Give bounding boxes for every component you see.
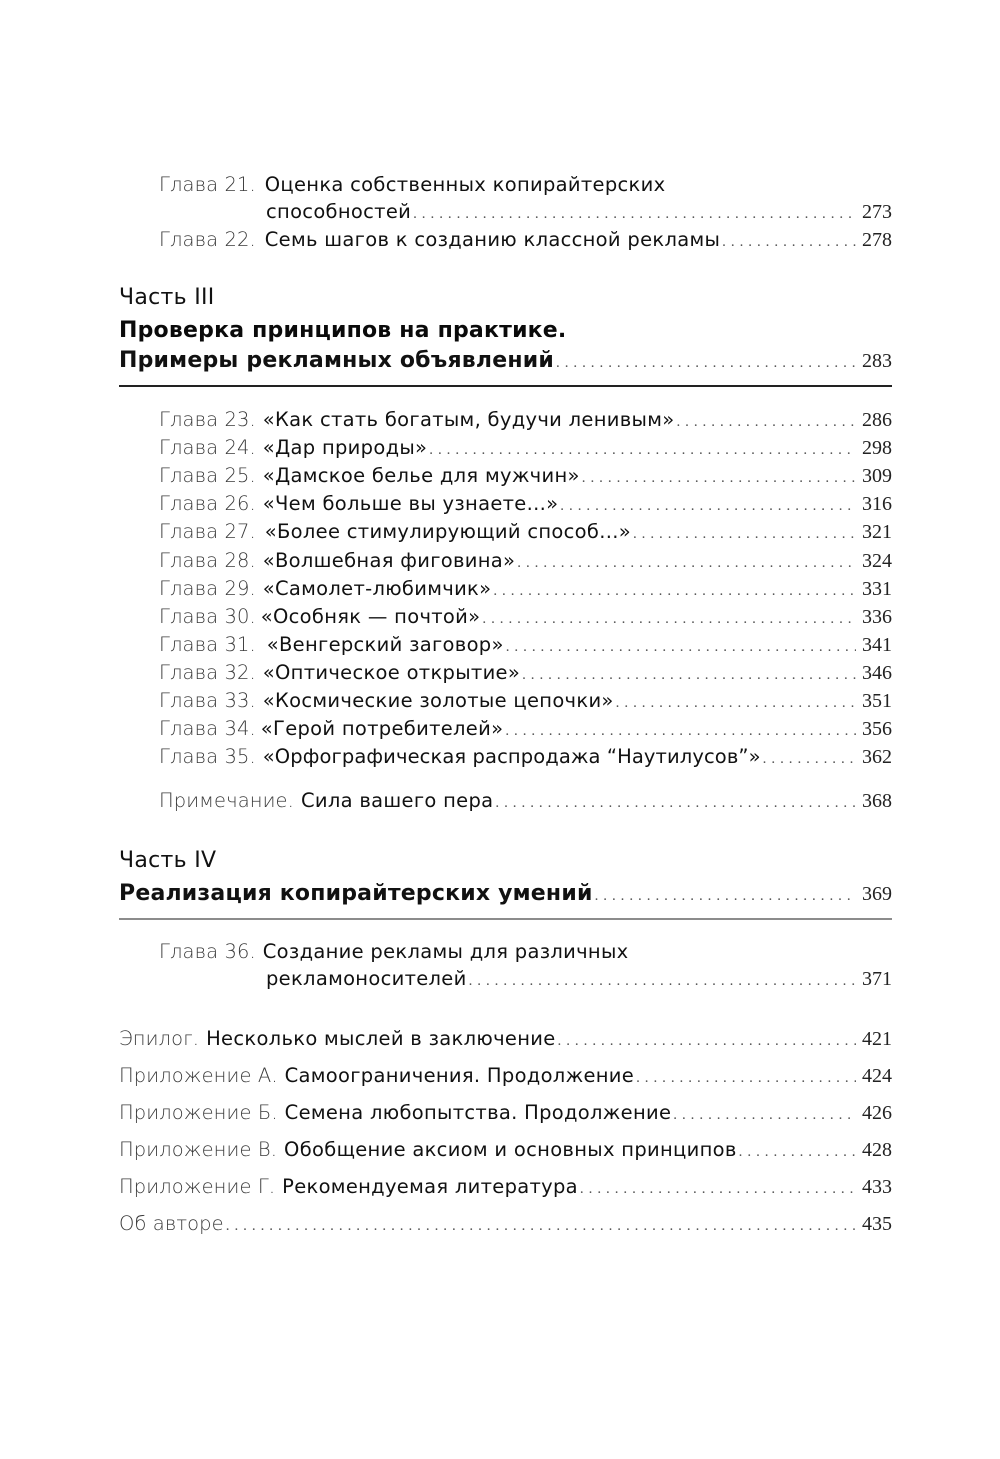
toc-entry-chapter-24[interactable] (159, 434, 892, 464)
page-number: 371 (862, 968, 892, 990)
entry-title: Рекомендуемая литература (282, 1175, 578, 1198)
dot-leader (522, 661, 856, 689)
chapter-label: Глава 31. (159, 633, 256, 656)
dot-leader (505, 717, 856, 745)
chapter-title: «Дар природы» (262, 436, 428, 459)
toc-entry-chapter-26[interactable] (159, 490, 892, 520)
chapter-label: Глава 24. (159, 436, 256, 459)
entry-label: Эпилог. (119, 1027, 200, 1050)
chapter-label: Глава 25. (159, 464, 256, 487)
page-number: 368 (862, 790, 892, 812)
page-number: 421 (862, 1028, 892, 1050)
dot-leader (226, 1212, 856, 1240)
chapter-title-line1: Создание рекламы для различных (262, 940, 629, 963)
toc-entry-note[interactable] (159, 787, 892, 817)
dot-leader (469, 967, 856, 995)
chapter-title: «Космические золотые цепочки» (262, 689, 614, 712)
chapter-title: «Орфографическая распродажа “Наутилусов”» (262, 745, 761, 768)
page-number: 351 (862, 690, 892, 712)
chapter-title: «Венгерский заговор» (266, 633, 504, 656)
chapter-title: «Самолет-любимчик» (262, 577, 492, 600)
toc-entry-part-4[interactable] (119, 879, 892, 911)
toc-entry-chapter-36[interactable] (159, 938, 629, 966)
toc-entry-appendix-v[interactable] (119, 1136, 892, 1166)
page-number: 309 (862, 465, 892, 487)
dot-leader (582, 464, 856, 492)
page-number: 273 (862, 201, 892, 223)
toc-entry-chapter-23[interactable] (159, 406, 892, 436)
page-number: 346 (862, 662, 892, 684)
toc-entry-chapter-34[interactable] (159, 715, 892, 745)
chapter-title: «Особняк — почтой» (260, 605, 481, 628)
toc-entry-chapter-32[interactable] (159, 659, 892, 689)
dot-leader (413, 200, 856, 228)
part-3-title-line2: Примеры рекламных объявлений (119, 348, 554, 373)
chapter-label: Глава 27. (159, 520, 256, 543)
toc-entry-chapter-25[interactable] (159, 462, 892, 492)
page-number: 435 (862, 1213, 892, 1235)
dot-leader (673, 1101, 856, 1129)
toc-entry-chapter-29[interactable] (159, 575, 892, 605)
toc-entry-part-3[interactable] (119, 346, 892, 378)
dot-leader (558, 1027, 856, 1055)
part-4-label: Часть IV (119, 848, 217, 873)
dot-leader (633, 520, 856, 548)
toc-entry-chapter-35[interactable] (159, 743, 892, 773)
toc-entry-chapter-27[interactable] (159, 518, 892, 548)
page-number: 324 (862, 550, 892, 572)
entry-title: Несколько мыслей в заключение (206, 1027, 556, 1050)
chapter-title-line1: Оценка собственных копирайтерских (264, 173, 666, 196)
toc-entry-appendix-b[interactable] (119, 1099, 892, 1129)
page-number: 341 (862, 634, 892, 656)
chapter-label: Глава 30. (159, 605, 256, 628)
dot-leader (506, 633, 856, 661)
part-4-title: Реализация копирайтерских умений (119, 881, 593, 906)
entry-title: Семена любопытства. Продолжение (284, 1101, 672, 1124)
page-number: 362 (862, 746, 892, 768)
chapter-label: Глава 29. (159, 577, 256, 600)
dot-leader (482, 605, 856, 633)
dot-leader (616, 689, 856, 717)
dot-leader (595, 881, 856, 911)
entry-title: Обобщение аксиом и основных принципов (284, 1138, 737, 1161)
dot-leader (495, 789, 856, 817)
chapter-title-line2: способностей (266, 200, 412, 223)
chapter-label: Глава 23. (159, 408, 256, 431)
toc-entry-chapter-22[interactable] (159, 226, 892, 256)
chapter-label: Глава 32. (159, 661, 256, 684)
toc-entry-chapter-36-cont[interactable] (266, 965, 892, 995)
dot-leader (517, 549, 856, 577)
toc-entry-chapter-21-cont[interactable] (266, 198, 892, 228)
page-number: 321 (862, 521, 892, 543)
page-number: 316 (862, 493, 892, 515)
chapter-label: Глава 33. (159, 689, 256, 712)
chapter-title: «Более стимулирующий способ...» (264, 520, 631, 543)
dot-leader (580, 1175, 856, 1203)
entry-title: Самоограничения. Продолжение (284, 1064, 635, 1087)
chapter-title: «Оптическое открытие» (262, 661, 521, 684)
chapter-title: «Волшебная фиговина» (262, 549, 516, 572)
entry-label: Приложение В. (119, 1138, 278, 1161)
note-label: Примечание. (159, 789, 294, 812)
toc-entry-chapter-33[interactable] (159, 687, 892, 717)
chapter-title: Семь шагов к созданию классной рекламы (264, 228, 721, 251)
toc-entry-chapter-28[interactable] (159, 547, 892, 577)
chapter-title: «Дамское белье для мужчин» (262, 464, 580, 487)
toc-entry-chapter-30[interactable] (159, 603, 892, 633)
part-3-label: Часть III (119, 285, 215, 310)
page-number: 369 (862, 883, 892, 905)
chapter-label: Глава 28. (159, 549, 256, 572)
page-number: 336 (862, 606, 892, 628)
part-divider (119, 385, 892, 387)
dot-leader (722, 228, 856, 256)
toc-entry-appendix-g[interactable] (119, 1173, 892, 1203)
toc-entry-epilogue[interactable] (119, 1025, 892, 1055)
chapter-title-line2: рекламоносителей (266, 967, 467, 990)
chapter-label: Глава 26. (159, 492, 256, 515)
entry-label: Приложение Б. (119, 1101, 278, 1124)
toc-entry-about-author[interactable] (119, 1210, 892, 1240)
chapter-label: Глава 22. (159, 228, 256, 251)
chapter-title: «Герой потребителей» (260, 717, 504, 740)
page-number: 356 (862, 718, 892, 740)
entry-label: Об авторе (119, 1212, 224, 1235)
entry-label: Приложение Г. (119, 1175, 276, 1198)
dot-leader (429, 436, 856, 464)
page-number: 278 (862, 229, 892, 251)
dot-leader (763, 745, 856, 773)
chapter-title: «Чем больше вы узнаете...» (262, 492, 559, 515)
chapter-title: «Как стать богатым, будучи ленивым» (262, 408, 675, 431)
page-number: 298 (862, 437, 892, 459)
page-number: 283 (862, 350, 892, 372)
note-title: Сила вашего пера (300, 789, 494, 812)
toc-entry-chapter-21[interactable] (159, 171, 665, 199)
toc-entry-chapter-31[interactable] (159, 631, 892, 661)
dot-leader (493, 577, 856, 605)
dot-leader (636, 1064, 856, 1092)
page-number: 424 (862, 1065, 892, 1087)
page-number: 286 (862, 409, 892, 431)
dot-leader (556, 348, 856, 378)
dot-leader (560, 492, 856, 520)
chapter-label: Глава 35. (159, 745, 256, 768)
part-divider (119, 918, 892, 920)
chapter-label: Глава 34. (159, 717, 256, 740)
page-number: 428 (862, 1139, 892, 1161)
toc-entry-appendix-a[interactable] (119, 1062, 892, 1092)
page-number: 426 (862, 1102, 892, 1124)
chapter-label: Глава 21. (159, 173, 256, 196)
part-3-title-line1[interactable]: Проверка принципов на практике. (119, 318, 567, 343)
entry-label: Приложение А. (119, 1064, 278, 1087)
page-number: 433 (862, 1176, 892, 1198)
page-number: 331 (862, 578, 892, 600)
chapter-label: Глава 36. (159, 940, 256, 963)
dot-leader (739, 1138, 856, 1166)
dot-leader (676, 408, 856, 436)
